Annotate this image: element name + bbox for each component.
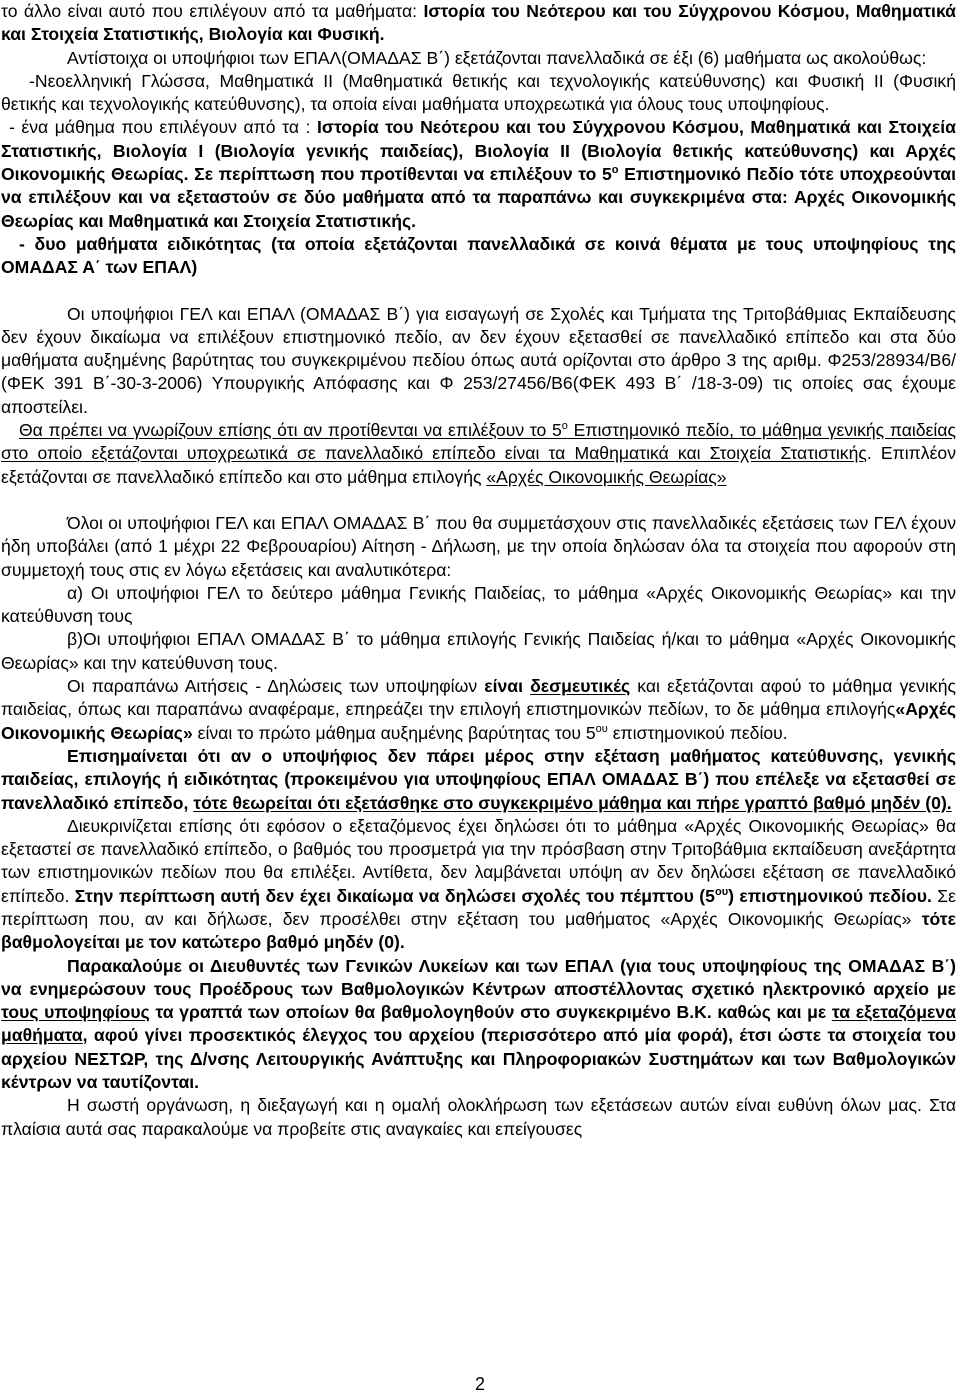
text-run: τα γραπτά των οποίων θα βαθμολογηθούν στο συγκεκριμένο Β.Κ. καθώς και με <box>149 1002 832 1023</box>
text-run: Αντίστοιχα οι υποψήφιοι των ΕΠΑΛ(ΟΜΑΔΑΣ Β΄) εξετάζονται πανελλαδικά σε έξι (6) μαθήματα ως ακολούθως: <box>67 47 927 68</box>
text-run: Παρακαλούμε οι Διευθυντές των Γενικών Λυκείων και των ΕΠΑΛ (για τους υποψηφίους της ΟΜΑΔΑΣ Β΄) να ενημερώσουν τους Προέδρους των Βαθμολογικών Κέντρων αποστέλλοντας σχετικό ηλεκτρονικό αρχείο με <box>1 955 956 999</box>
text-run: «Αρχές Οικονομικής Θεωρίας» <box>486 466 727 487</box>
text-run: Σε περίπτωση που, αν και δήλωσε, δεν προσέλθει στην εξέταση του μαθήματος «Αρχές Οικονομικής Θεωρίας» <box>1 885 957 929</box>
text-run: Οι υποψήφιοι ΓΕΛ και ΕΠΑΛ (ΟΜΑΔΑΣ Β΄) για εισαγωγή σε Σχολές και Τμήματα της Τριτοβάθμιας Εκπαίδευσης δεν έχουν δικαίωμα να επιλέξουν επιστημονικό πεδίο, αν δεν έχουν εξετασθεί σε πανελλαδικό επίπεδο και στα δύο μαθήματα αυξημένης βαρύτητας του συγκεκριμένου πεδίου όπως αυτά ορίζονται στο άρθρο 3 της αριθμ. Φ253/28934/Β6/ (ΦΕΚ 391 Β΄-30-3-2006) Υπουργικής Απόφασης και Φ 253/27456/Β6(ΦΕΚ 493 Β΄ /18-3-09) τις οποίες σας έχουμε αποστείλει. <box>1 303 956 417</box>
paragraph <box>1 1094 956 1141</box>
text-run: , αφού γίνει προσεκτικός έλεγχος του αρχείου (περισσότερο από μία φορά), έτσι ώστε τα στοιχεία του αρχείου ΝΕΣΤΩΡ, της Δ/νσης Λειτουργικής Ανάπτυξης και Πληροφοριακών Συστημάτων και των Βαθμολογικών κέντρων να ταυτίζονται. <box>1 1025 956 1093</box>
superscript: ο <box>561 420 568 433</box>
text-run: δεσμευτικές <box>530 676 631 697</box>
superscript: ου <box>595 722 608 735</box>
paragraph <box>1 675 956 745</box>
text-run: Η σωστή οργάνωση, η διεξαγωγή και η ομαλή ολοκλήρωση των εξετάσεων αυτών είναι ευθύνη όλων μας. Στα πλαίσια αυτά σας παρακαλούμε να προβείτε στις αναγκαίες και επείγουσες <box>1 1095 956 1139</box>
spacer <box>1 489 956 512</box>
text-run: - δυο μαθήματα ειδικότητας (τα οποία εξετάζονται πανελλαδικά σε κοινά θέματα με τους υποψηφίους της ΟΜΑΔΑΣ Α΄ των ΕΠΑΛ) <box>1 233 956 278</box>
superscript: ου <box>714 885 729 898</box>
text-run: Ιστορία του Νεότερου και του Σύγχρονου Κόσμου, Μαθηματικά και Στοιχεία Στατιστικής, Βιολογία Ι (Βιολογία γενικής παιδείας), Βιολογία ΙΙ (Βιολογία θετικής κατεύθυνσης) και Αρχές Οικονομικής Θεωρίας. Σε περίπτωση που προτίθενται να επιλέξουν το 5 <box>1 117 956 185</box>
text-run: Επιστημονικό πεδίο, το μάθημα γενικής παιδείας στο οποίο εξετάζονται υποχρεωτικά σε πανελλαδικό επίπεδο είναι τα Μαθηματικά και Στοιχεία Στατιστικής <box>1 420 956 464</box>
paragraph <box>1 0 956 47</box>
text-run: Ιστορία του Νεότερου και του Σύγχρονου Κόσμου, Μαθηματικά και Στοιχεία Στατιστικής, Βιολογία και Φυσική. <box>1 1 956 45</box>
text-run: «Αρχές Οικονομικής Θεωρίας» <box>1 699 956 743</box>
paragraph <box>1 815 956 955</box>
paragraph <box>1 745 956 815</box>
text-run: α) Οι υποψήφιοι ΓΕΛ το δεύτερο μάθημα Γενικής Παιδείας, το μάθημα «Αρχές Οικονομικής Θεωρίας» και την κατεύθυνση τους <box>1 582 956 627</box>
page-number: 2 <box>474 1374 485 1394</box>
text-run: Όλοι οι υποψήφιοι ΓΕΛ και ΕΠΑΛ ΟΜΑΔΑΣ Β΄ που θα συμμετάσχουν στις πανελλαδικές εξετάσεις των ΓΕΛ έχουν ήδη υποβάλει (από 1 μέχρι 22 Φεβρουαρίου) Αίτηση - Δήλωση, με την οποία δηλώσαν όλα τα στοιχεία που αφορούν στη συμμετοχή τους στις εν λόγω εξετάσεις και αναλυτικότερα: <box>1 512 956 580</box>
paragraph <box>1 955 956 1095</box>
paragraph <box>1 628 956 675</box>
paragraph <box>1 116 956 232</box>
text-run: και εξετάζονται αφού το μάθημα γενικής παιδείας, όπως και παραπάνω αναφέραμε, επηρεάζει την επιλογή επιστημονικών πεδίων, το δε μάθημα επιλογής <box>1 676 956 720</box>
superscript: ο <box>611 164 619 177</box>
text-run: - ένα μάθημα που επιλέγουν από τα : <box>9 117 318 138</box>
text-run: Επιστημονικό Πεδίο τότε υποχρεούνται να επιλέξουν και να εξεταστούν σε δύο μαθήματα από τα παραπάνω και συγκεκριμένα στα: Αρχές Οικονομικής Θεωρίας και Μαθηματικά και Στοιχεία Στατιστικής. <box>1 164 956 231</box>
paragraph <box>1 582 956 629</box>
paragraph <box>1 233 956 280</box>
text-run: . Επιπλέον εξετάζονται σε πανελλαδικό επίπεδο και στο μάθημα επιλογής <box>1 443 957 487</box>
text-run: ) επιστημονικού πεδίου. <box>728 885 932 906</box>
paragraph <box>1 303 956 419</box>
text-run: τότε βαθμολογείται με τον κατώτερο βαθμό μηδέν (0). <box>1 908 956 953</box>
text-run: Διευκρινίζεται επίσης ότι εφόσον ο εξεταζόμενος έχει δηλώσει ότι το μάθημα «Αρχές Οικονομικής Θεωρίας» θα εξεταστεί σε πανελλαδικό επίπεδο, ο βαθμός του προσμετρά για την πρόσβαση στην Τριτοβάθμια εκπαίδευση ανεξάρτητα των επιστημονικών πεδίων που θα επιλέξει. Αντίθετα, δεν λαμβάνεται υπόψη αν δεν δηλώσει εξέταση σε πανελλαδικό επίπεδο. <box>1 815 956 906</box>
text-run: είναι το πρώτο μάθημα αυξημένης βαρύτητας του 5 <box>192 722 596 743</box>
text-run: Οι παραπάνω Αιτήσεις - Δηλώσεις των υποψηφίων <box>67 676 485 697</box>
paragraph <box>1 47 956 70</box>
text-run: είναι <box>484 676 531 697</box>
text-run: β)Οι υποψήφιοι ΕΠΑΛ ΟΜΑΔΑΣ Β΄ το μάθημα επιλογής Γενικής Παιδείας ή/και το μάθημα «Αρχές Οικονομικής Θεωρίας» και την κατεύθυνση τους. <box>1 629 956 673</box>
text-run: Θα πρέπει να γνωρίζουν επίσης ότι αν προτίθενται να επιλέξουν το 5 <box>19 420 562 441</box>
text-run: Επισημαίνεται ότι αν ο υποψήφιος δεν πάρει μέρος στην εξέταση μαθήματος κατεύθυνσης, γενικής παιδείας, επιλογής ή ειδικότητας (προκειμένου για υποψηφίους ΕΠΑΛ ΟΜΑΔΑΣ Β΄) που επέλεξε να εξετασθεί σε πανελλαδικό επίπεδο, <box>1 745 956 813</box>
text-run: το άλλο είναι αυτό που επιλέγουν από τα μαθήματα: <box>1 1 424 21</box>
paragraph <box>1 70 956 117</box>
paragraph <box>1 419 956 489</box>
spacer <box>1 280 956 303</box>
text-run: -Νεοελληνική Γλώσσα, Μαθηματικά ΙΙ (Μαθηματικά θετικής και τεχνολογικής κατεύθυνσης) και Φυσική ΙΙ (Φυσική θετικής και τεχνολογικής κατεύθυνσης), τα οποία είναι μαθήματα υποχρεωτικά για όλους τους υποψηφίους. <box>1 70 956 115</box>
text-run: επιστημονικού πεδίου. <box>607 722 788 743</box>
text-run: Στην περίπτωση αυτή δεν έχει δικαίωμα να δηλώσει σχολές του πέμπτου (5 <box>74 885 715 906</box>
text-run: τους υποψηφίους <box>1 1002 150 1023</box>
text-run: τότε θεωρείται ότι εξετάσθηκε στο συγκεκριμένο μάθημα και πήρε γραπτό βαθμό μηδέν (0). <box>193 792 952 813</box>
paragraph <box>1 512 956 582</box>
text-run: τα εξεταζόμενα μαθήματα <box>1 1002 956 1046</box>
